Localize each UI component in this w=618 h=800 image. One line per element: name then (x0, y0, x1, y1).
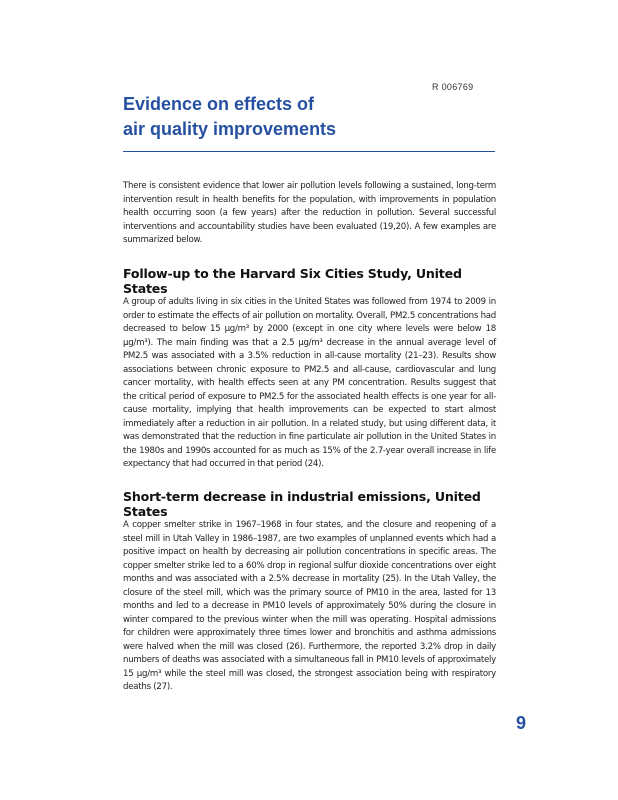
intro-paragraph: There is consistent evidence that lower air pollution levels following a sustained, long-term intervention result in health benefits for the population, with improvements in population health occurring soon (a few years) after the reduction in pollution. Several successful interventions and accountability studies have been evaluated (19,20). A few examples are summarized below. (123, 181, 496, 245)
title-line-2: air quality improvements (123, 119, 337, 139)
section-body-harvard: A group of adults living in six cities in the United States was followed from 1974 to 2009 in order to estimate the effects of air pollution on mortality. Overall, PM2.5 concentrations had decreased to below 15 µg/m³ by 2000 (except in one city where levels were below 18 µg/m³). The main finding was that a 2.5 µg/m³ decrease in the annual average level of PM2.5 was associated with a 3.5% reduction in all-cause mortality (21–23). Results show associations between chronic exposure to PM2.5 and all-cause, cardiovascular and lung cancer mortality, with health effects seen at any PM concentration. Results suggest that the critical period of exposure to PM2.5 for the associated health effects is one year for all-cause mortality, implying that health improvements can be expected to start almost immediately after a reduction in air pollution. In a related study, but using different data, it was demonstrated that the reduction in fine particulate air pollution in the United States in the 1980s and 1990s accounted for as much as 15% of the 2.7-year overall increase in life expectancy that had occurred in that period (24). (123, 297, 496, 469)
title-divider (123, 151, 495, 152)
title-line-1: Evidence on effects of (123, 94, 315, 114)
section-body-industrial: A copper smelter strike in 1967–1968 in four states, and the closure and reopening of a steel mill in Utah Valley in 1986–1987, are two examples of unplanned events which had a positive impact on health by decreasing air pollution concentrations in specific areas. The copper smelter strike led to a 60% drop in regional sulfur dioxide concentrations over eight months and was associated with a 2.5% decrease in mortality (25). In the Utah Valley, the closure of the steel mill, which was the primary source of PM10 in the area, lasted for 13 months and led to a decrease in PM10 levels of approximately 50% during the closure in winter compared to the previous winter when the mill was operating. Hospital admissions for children were approximately three times lower and bronchitis and asthma admissions were halved when the mill was closed (26). Furthermore, the reported 3.2% drop in daily numbers of deaths was associated with a simultaneous fall in PM10 levels of approximately 15 µg/m³ while the steel mill was closed, the strongest association being with respiratory deaths (27). (123, 520, 496, 692)
section-heading-harvard: Follow-up to the Harvard Six Cities Study, United States (123, 266, 462, 296)
document-id: R 006769 (432, 82, 474, 92)
section-heading-industrial: Short-term decrease in industrial emissions, United States (123, 489, 481, 519)
page-title (123, 92, 503, 142)
page-number: 9 (516, 713, 527, 733)
